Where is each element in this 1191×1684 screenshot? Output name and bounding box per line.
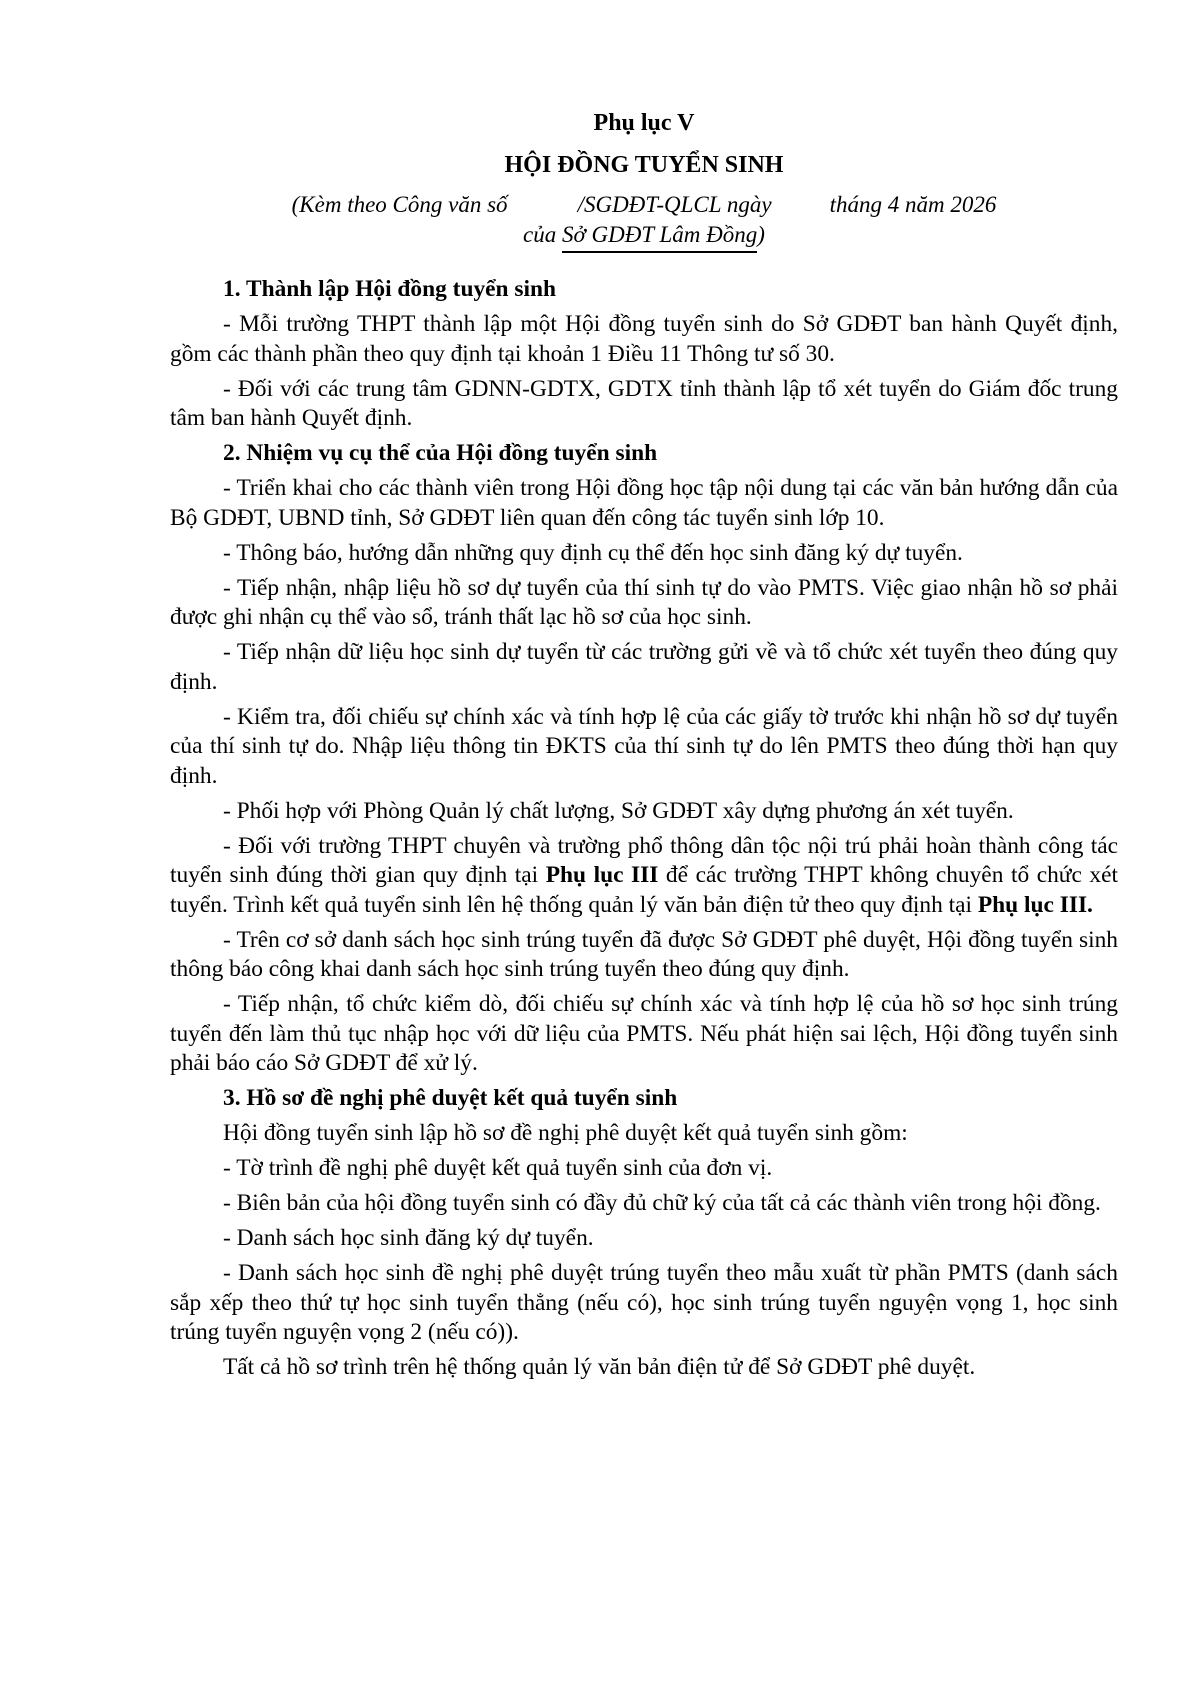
reference-date: tháng 4 năm 2026 bbox=[829, 192, 997, 217]
document-body bbox=[170, 275, 1118, 1383]
section-heading: 2. Nhiệm vụ cụ thể của Hội đồng tuyển sinh bbox=[223, 440, 658, 466]
paragraph-text: - Đối với trường THPT chuyên và trường phổ thông dân tộc nội trú phải hoàn thành công tác tuyển sinh đúng thời gian quy định tại bbox=[170, 832, 1118, 888]
paragraph: - Trên cơ sở danh sách học sinh trúng tuyển đã được Sở GDĐT phê duyệt, Hội đồng tuyển sinh thông báo công khai danh sách học sinh trúng tuyển theo đúng quy định. bbox=[170, 926, 1118, 982]
appendix-reference: Phụ lục III. bbox=[977, 891, 1093, 918]
paragraph: - Tiếp nhận, nhập liệu hồ sơ dự tuyển của thí sinh tự do vào PMTS. Việc giao nhận hồ sơ phải được ghi nhận cụ thể vào sổ, tránh thất lạc hồ sơ của học sinh. bbox=[170, 574, 1118, 630]
paragraph: - Mỗi trường THPT thành lập một Hội đồng tuyển sinh do Sở GDĐT ban hành Quyết định, gồm các thành phần theo quy định tại khoản 1 Điều 11 Thông tư số 30. bbox=[170, 311, 1118, 367]
document-page bbox=[170, 108, 1118, 1388]
appendix-reference: Phụ lục III bbox=[545, 862, 659, 888]
reference-doc-label: (Kèm theo Công văn số bbox=[291, 192, 508, 217]
reference-line-2 bbox=[170, 220, 1118, 253]
paragraph: - Triển khai cho các thành viên trong Hội đồng học tập nội dung tại các văn bản hướng dẫn của Bộ GDĐT, UBND tỉnh, Sở GDĐT liên quan đến công tác tuyển sinh lớp 10. bbox=[170, 475, 1118, 531]
paragraph: - Tờ trình đề nghị phê duyệt kết quả tuyển sinh của đơn vị. bbox=[223, 1155, 773, 1181]
paragraph: - Danh sách học sinh đề nghị phê duyệt trúng tuyển theo mẫu xuất từ phần PMTS (danh sách sắp xếp theo thứ tự học sinh tuyển thẳng (nếu có), học sinh trúng tuyển nguyện vọng 1, học sinh trúng tuyển nguyện vọng 2 (nếu có)). bbox=[170, 1260, 1118, 1345]
section-heading: 3. Hồ sơ đề nghị phê duyệt kết quả tuyển sinh bbox=[223, 1085, 678, 1111]
paragraph-with-references bbox=[170, 832, 1118, 921]
paragraph: - Phối hợp với Phòng Quản lý chất lượng, Sở GDĐT xây dựng phương án xét tuyển. bbox=[223, 797, 1014, 824]
reference-doc-code: /SGDĐT-QLCL ngày bbox=[577, 192, 772, 217]
paragraph: - Tiếp nhận, tổ chức kiểm dò, đối chiếu sự chính xác và tính hợp lệ của hồ sơ học sinh trúng tuyển đến làm thủ tục nhập học với dữ liệu của PMTS. Nếu phát hiện sai lệch, Hội đồng tuyển sinh phải báo cáo Sở GDĐT để xử lý. bbox=[170, 991, 1118, 1076]
reference-issuer-prefix: của bbox=[523, 222, 563, 247]
paragraph: - Kiểm tra, đối chiếu sự chính xác và tính hợp lệ của các giấy tờ trước khi nhận hồ sơ dự tuyển của thí sinh tự do. Nhập liệu thông tin ĐKTS của thí sinh tự do lên PMTS theo đúng thời hạn quy định. bbox=[170, 703, 1118, 789]
paragraph: - Đối với các trung tâm GDNN-GDTX, GDTX tỉnh thành lập tổ xét tuyển do Giám đốc trung tâm ban hành Quyết định. bbox=[170, 375, 1118, 431]
paragraph-text: để các trường THPT không chuyên tổ chức xét tuyển. Trình kết quả tuyển sinh lên hệ thống quản lý văn bản điện tử theo quy định tại bbox=[170, 862, 1119, 918]
appendix-label: Phụ lục V bbox=[593, 110, 695, 136]
reference-line-1 bbox=[170, 190, 1118, 220]
section-heading: 1. Thành lập Hội đồng tuyển sinh bbox=[223, 276, 557, 302]
paragraph: - Biên bản của hội đồng tuyển sinh có đầy đủ chữ ký của tất cả các thành viên trong hội đồng. bbox=[223, 1190, 1101, 1216]
paragraph: Hội đồng tuyển sinh lập hồ sơ đề nghị phê duyệt kết quả tuyển sinh gồm: bbox=[223, 1120, 908, 1146]
paragraph: - Danh sách học sinh đăng ký dự tuyển. bbox=[223, 1225, 594, 1251]
paragraph: Tất cả hồ sơ trình trên hệ thống quản lý văn bản điện tử để Sở GDĐT phê duyệt. bbox=[223, 1354, 976, 1380]
reference-issuer: Sở GDĐT Lâm Đồng bbox=[562, 220, 757, 253]
document-title: HỘI ĐỒNG TUYỂN SINH bbox=[504, 152, 784, 178]
reference-close: ) bbox=[757, 222, 765, 247]
paragraph: - Tiếp nhận dữ liệu học sinh dự tuyển từ các trường gửi về và tổ chức xét tuyển theo đúng quy định. bbox=[170, 639, 1118, 695]
paragraph: - Thông báo, hướng dẫn những quy định cụ thể đến học sinh đăng ký dự tuyển. bbox=[223, 539, 963, 566]
